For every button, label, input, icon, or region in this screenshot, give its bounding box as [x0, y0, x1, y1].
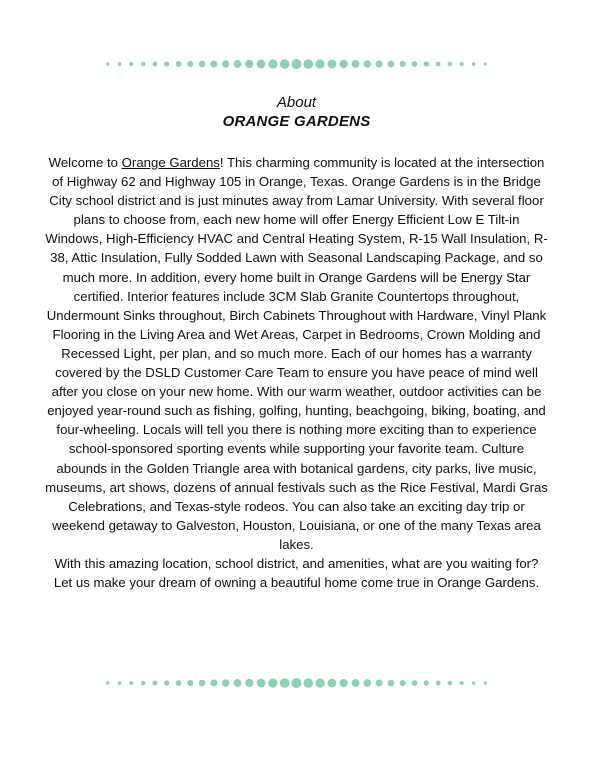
heading [0, 93, 593, 132]
dot-icon [187, 680, 193, 686]
dot-icon [424, 680, 429, 685]
dot-icon [376, 60, 383, 67]
dot-icon [268, 678, 277, 687]
heading-about-label: About [276, 94, 317, 111]
dot-icon [222, 679, 229, 686]
dot-icon [448, 62, 452, 66]
description-paragraph-2: With this amazing location, school district, and amenities, what are you waiting for? Let us make your dream of owning a beautiful home come true in Orange Gardens. [53, 555, 540, 591]
dot-icon [316, 59, 325, 68]
dot-icon [106, 62, 109, 65]
dot-icon [340, 679, 348, 687]
top-dot-divider-icon [0, 57, 593, 71]
dot-icon [268, 59, 277, 68]
dot-icon [164, 680, 169, 685]
dot-icon [118, 62, 122, 66]
dot-icon [460, 62, 464, 66]
dot-icon [412, 61, 418, 67]
dot-icon [448, 681, 452, 685]
dot-icon [292, 678, 302, 688]
dot-icon [364, 60, 371, 67]
dot-icon [400, 680, 406, 686]
dot-icon [328, 60, 337, 69]
dot-icon [412, 680, 418, 686]
dot-icon [106, 681, 109, 684]
dot-icon [245, 679, 253, 687]
intro-prefix: Welcome to [48, 155, 122, 170]
dot-icon [388, 61, 395, 68]
dot-icon [472, 62, 476, 66]
dot-icon [129, 62, 133, 66]
dot-icon [352, 679, 360, 687]
dot-icon [304, 59, 314, 69]
dot-icon [292, 59, 302, 69]
dot-icon [376, 679, 383, 686]
dot-icon [280, 678, 290, 688]
dot-icon [280, 59, 290, 69]
dot-icon [484, 62, 487, 65]
dot-icon [118, 681, 122, 685]
dot-icon [176, 680, 182, 686]
paragraph-1-text: ! This charming community is located at the intersection of Highway 62 and Highway 105 in Orange, Texas. Orange Gardens is in the Bridge City school district and is just minutes away from Lamar University. With several floor plans to choose from, each new home will offer Energy Efficient Low E Tilt-in Windows, High-Efficiency HVAC and Central Heating System, R-15 Wall Insulation, R-38, Attic Insulation, Fully Sodded Lawn with Seasonal Landscaping Package, and so much more. In addition, every home built in Orange Gardens will be Energy Star certified. Interior features include 3CM Slab Granite Countertops throughout, Undermount Sinks throughout, Birch Cabinets Throughout with Hardware, Vinyl Plank Flooring in the Living Area and Wet Areas, Carpet in Bedrooms, Crown Molding and Recessed Light, per plan, and so much more. Each of our homes has a warranty covered by the DSLD Customer Care Team to ensure you have peace of mind well after you close on your new home. With our warm weather, outdoor activities can be enjoyed year-round such as fishing, golfing, hunting, beachgoing, biking, boating, and four-wheeling. Locals will tell you there is nothing more exciting than to experience school-sponsored sporting events while supporting your favorite team. Culture abounds in the Golden Triangle area with botanical gardens, city parks, live music, museums, art shows, dozens of annual festivals such as the Rice Festival, Mardi Gras Celebrations, and Texas-style rodeos. You can also take an exciting day trip or weekend getaway to Galveston, Houston, Louisiana, or one of the many Texas area lakes. [45, 155, 548, 552]
dot-icon [316, 678, 325, 687]
dot-icon [364, 679, 371, 686]
dot-icon [304, 678, 314, 688]
dot-icon [436, 62, 441, 67]
description-body [44, 153, 549, 592]
page-title: ORANGE GARDENS [222, 113, 371, 130]
dot-icon [245, 60, 253, 68]
dot-icon [234, 679, 242, 687]
dot-icon [187, 61, 193, 67]
dot-icon [210, 679, 217, 686]
dot-icon [484, 681, 487, 684]
dot-icon [222, 60, 229, 67]
dot-icon [152, 681, 157, 686]
dot-icon [340, 60, 348, 68]
dot-icon [436, 681, 441, 686]
dot-icon [424, 61, 429, 66]
dot-icon [129, 681, 133, 685]
bottom-dot-divider-icon [0, 676, 593, 690]
community-link[interactable]: Orange Gardens [121, 155, 220, 170]
dot-icon [352, 60, 360, 68]
dot-icon [472, 681, 476, 685]
dot-icon [141, 681, 145, 685]
description-paragraph-1 [44, 153, 549, 554]
dot-icon [460, 681, 464, 685]
dot-icon [210, 60, 217, 67]
dot-icon [152, 62, 157, 67]
dot-icon [234, 60, 242, 68]
dot-icon [199, 680, 206, 687]
dot-icon [199, 61, 206, 68]
dot-icon [164, 61, 169, 66]
dot-icon [257, 60, 266, 69]
dot-icon [388, 680, 395, 687]
dot-icon [176, 61, 182, 67]
dot-icon [257, 679, 266, 688]
dot-icon [328, 679, 337, 688]
dot-icon [400, 61, 406, 67]
dot-icon [141, 62, 145, 66]
